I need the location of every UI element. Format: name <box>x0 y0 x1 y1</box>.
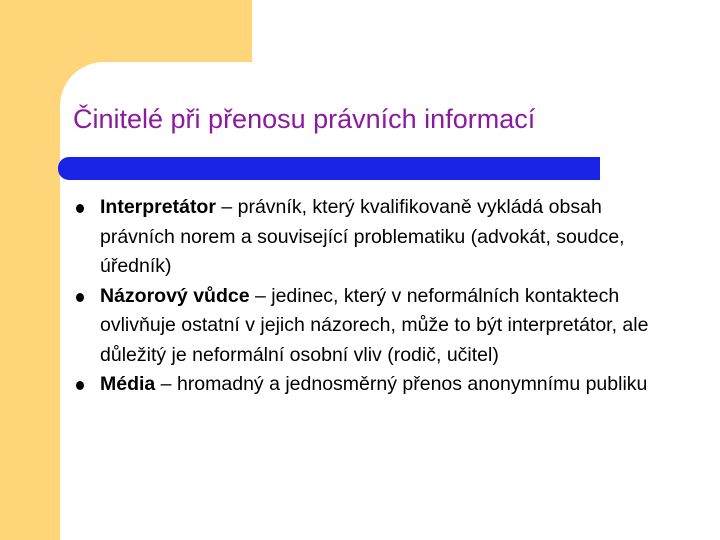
slide-title: Činitelé při přenosu právních informací <box>73 104 536 134</box>
bullet-term: Média <box>100 373 156 395</box>
bullet-text: – jedinec, který v neformálních kontaktech ovlivňuje ostatní v jejich názorech, může to být interpretátor, ale důležitý je neformální osobní vliv (rodič, učitel) <box>100 284 649 366</box>
bullet-term: Názorový vůdce <box>100 284 250 307</box>
bullet-item-media <box>0 370 660 400</box>
title-underline-bar <box>58 157 600 180</box>
bullet-text: – právník, který kvalifikovaně vykládá obsah právních norem a související problematiku (advokát, soudce, úředník) <box>100 196 625 277</box>
bullet-dot-icon <box>76 381 84 390</box>
bullet-text: – hromadný a jednosměrný přenos anonymnímu publiku <box>155 373 648 395</box>
bullet-list <box>0 193 720 400</box>
bullet-dot-icon <box>76 293 84 302</box>
bullet-dot-icon <box>76 204 84 213</box>
bullet-item-nazorovy-vudce <box>0 282 660 371</box>
bullet-term: Interpretátor <box>100 196 216 218</box>
bullet-item-interpretator <box>0 193 660 282</box>
